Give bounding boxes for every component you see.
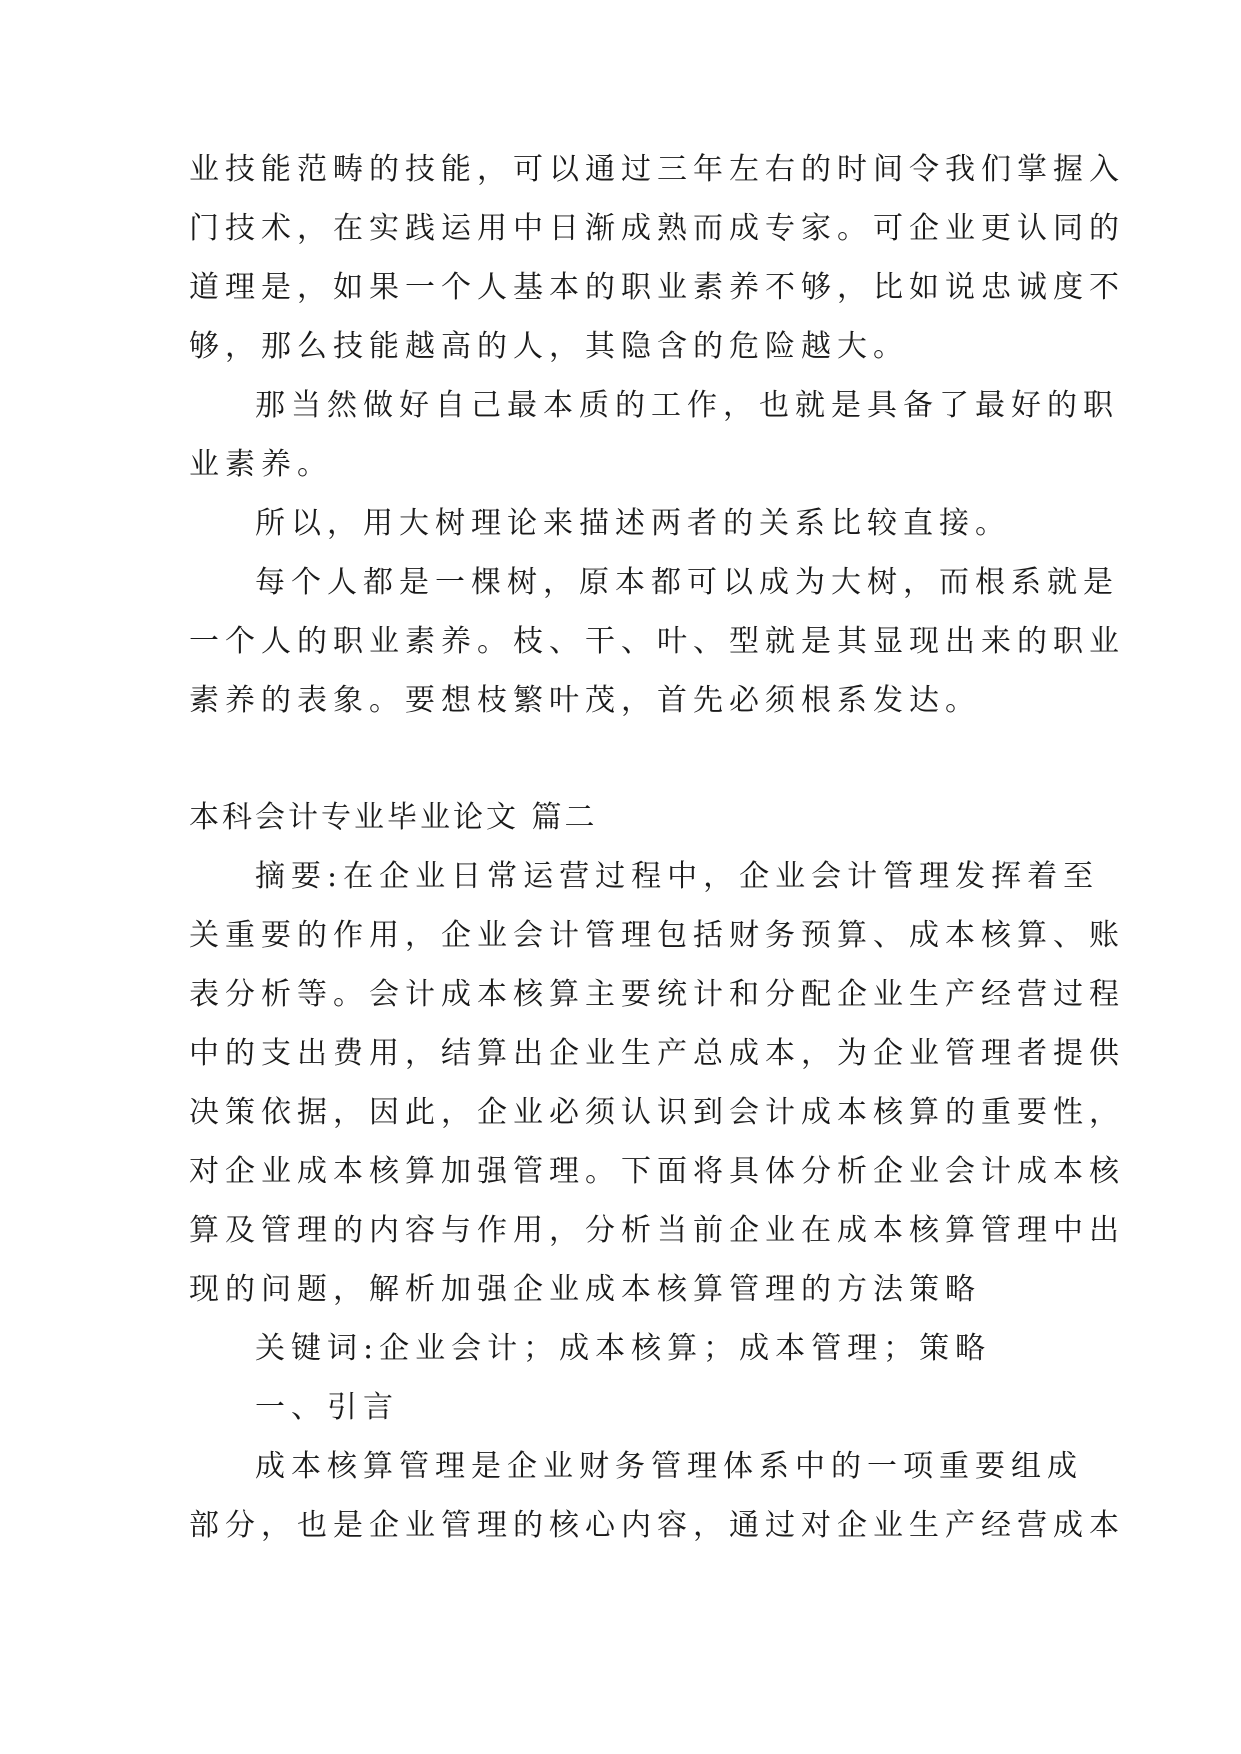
paragraph-line: 决策依据，因此，企业必须认识到会计成本核算的重要性， — [189, 1095, 1125, 1130]
paragraph-line: 门技术，在实践运用中日渐成熟而成专家。可企业更认同的 — [189, 211, 1125, 246]
paragraph-line: 关重要的作用，企业会计管理包括财务预算、成本核算、账 — [189, 918, 1125, 953]
paragraph-line: 表分析等。会计成本核算主要统计和分配企业生产经营过程 — [189, 977, 1125, 1012]
paragraph-line: 业素养。 — [189, 447, 333, 482]
paragraph-line: 每个人都是一棵树，原本都可以成为大树，而根系就是 — [255, 565, 1119, 600]
paragraph-line: 够，那么技能越高的人，其隐含的危险越大。 — [189, 329, 909, 364]
paragraph-line: 中的支出费用，结算出企业生产总成本，为企业管理者提供 — [189, 1036, 1125, 1071]
paragraph-line: 那当然做好自己最本质的工作，也就是具备了最好的职 — [255, 388, 1119, 423]
paragraph-line: 道理是，如果一个人基本的职业素养不够，比如说忠诚度不 — [189, 270, 1125, 305]
paragraph-line: 素养的表象。要想枝繁叶茂，首先必须根系发达。 — [189, 683, 981, 718]
paragraph-line: 成本核算管理是企业财务管理体系中的一项重要组成 — [255, 1449, 1083, 1484]
paragraph-line: 现的问题，解析加强企业成本核算管理的方法策略 — [189, 1272, 981, 1307]
paragraph-line: 对企业成本核算加强管理。下面将具体分析企业会计成本核 — [189, 1154, 1125, 1189]
paragraph-line: 算及管理的内容与作用，分析当前企业在成本核算管理中出 — [189, 1213, 1125, 1248]
subsection-heading: 一、引言 — [255, 1390, 399, 1425]
section-heading: 本科会计专业毕业论文 篇二 — [189, 800, 598, 835]
paragraph-line: 所以，用大树理论来描述两者的关系比较直接。 — [255, 506, 1011, 541]
paragraph-line: 部分，也是企业管理的核心内容，通过对企业生产经营成本 — [189, 1508, 1125, 1543]
paragraph-line: 业技能范畴的技能，可以通过三年左右的时间令我们掌握入 — [189, 152, 1125, 187]
paragraph-line: 摘要:在企业日常运营过程中，企业会计管理发挥着至 — [255, 859, 1100, 894]
keywords-line: 关键词:企业会计；成本核算；成本管理；策略 — [255, 1331, 992, 1366]
paragraph-line: 一个人的职业素养。枝、干、叶、型就是其显现出来的职业 — [189, 624, 1125, 659]
